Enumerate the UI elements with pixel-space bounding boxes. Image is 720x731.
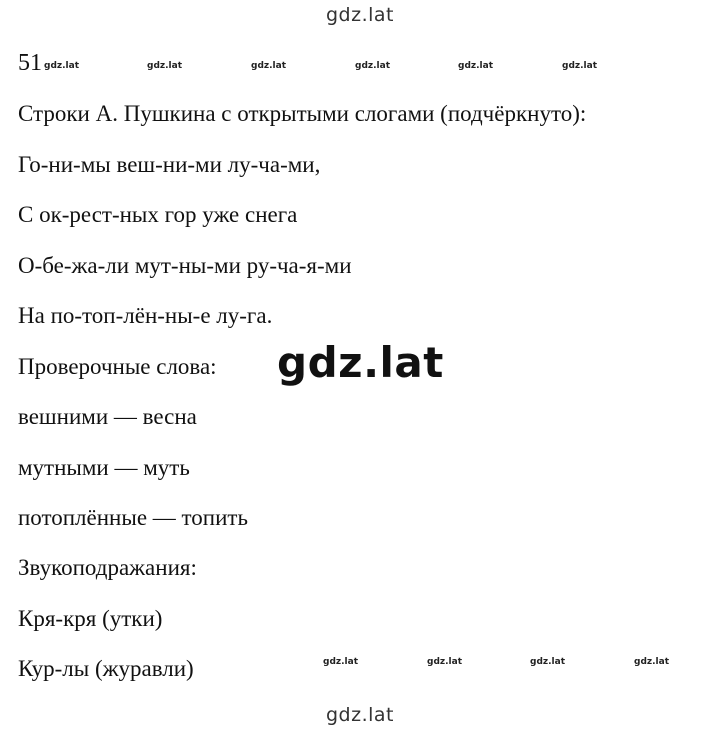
check-word-line: потоплённые — топить (18, 505, 248, 530)
watermark-top: gdz.lat (325, 4, 394, 26)
small-watermark: gdz.lat (634, 657, 670, 667)
check-word-line: вешними — весна (18, 404, 197, 429)
small-watermark: gdz.lat (147, 61, 183, 71)
small-watermark: gdz.lat (44, 61, 80, 71)
exercise-number: 51 (18, 50, 42, 76)
section-heading: Проверочные слова: (18, 354, 217, 379)
onomatopoeia-line: Кур-лы (журавли) (18, 656, 194, 681)
poem-line: Го-ни-мы веш-ни-ми лу-ча-ми, (18, 152, 321, 177)
heading-line: Строки А. Пушкина с открытыми слогами (подчёркнуто): (18, 101, 587, 126)
poem-line: С ок-рест-ных гор уже снега (18, 202, 298, 227)
onomatopoeia-line: Кря-кря (утки) (18, 606, 163, 631)
poem-line: О-бе-жа-ли мут-ны-ми ру-ча-я-ми (18, 253, 352, 278)
small-watermark: gdz.lat (251, 61, 287, 71)
check-word-line: мутными — муть (18, 455, 190, 480)
small-watermark: gdz.lat (530, 657, 566, 667)
watermark-bottom: gdz.lat (325, 704, 394, 726)
small-watermark: gdz.lat (323, 657, 359, 667)
small-watermark: gdz.lat (562, 61, 598, 71)
small-watermark: gdz.lat (458, 61, 494, 71)
small-watermark: gdz.lat (355, 61, 391, 71)
poem-line: На по-топ-лён-ны-е лу-га. (18, 303, 273, 328)
watermark-center: gdz.lat (277, 338, 444, 387)
small-watermark: gdz.lat (427, 657, 463, 667)
section-heading: Звукоподражания: (18, 555, 197, 580)
